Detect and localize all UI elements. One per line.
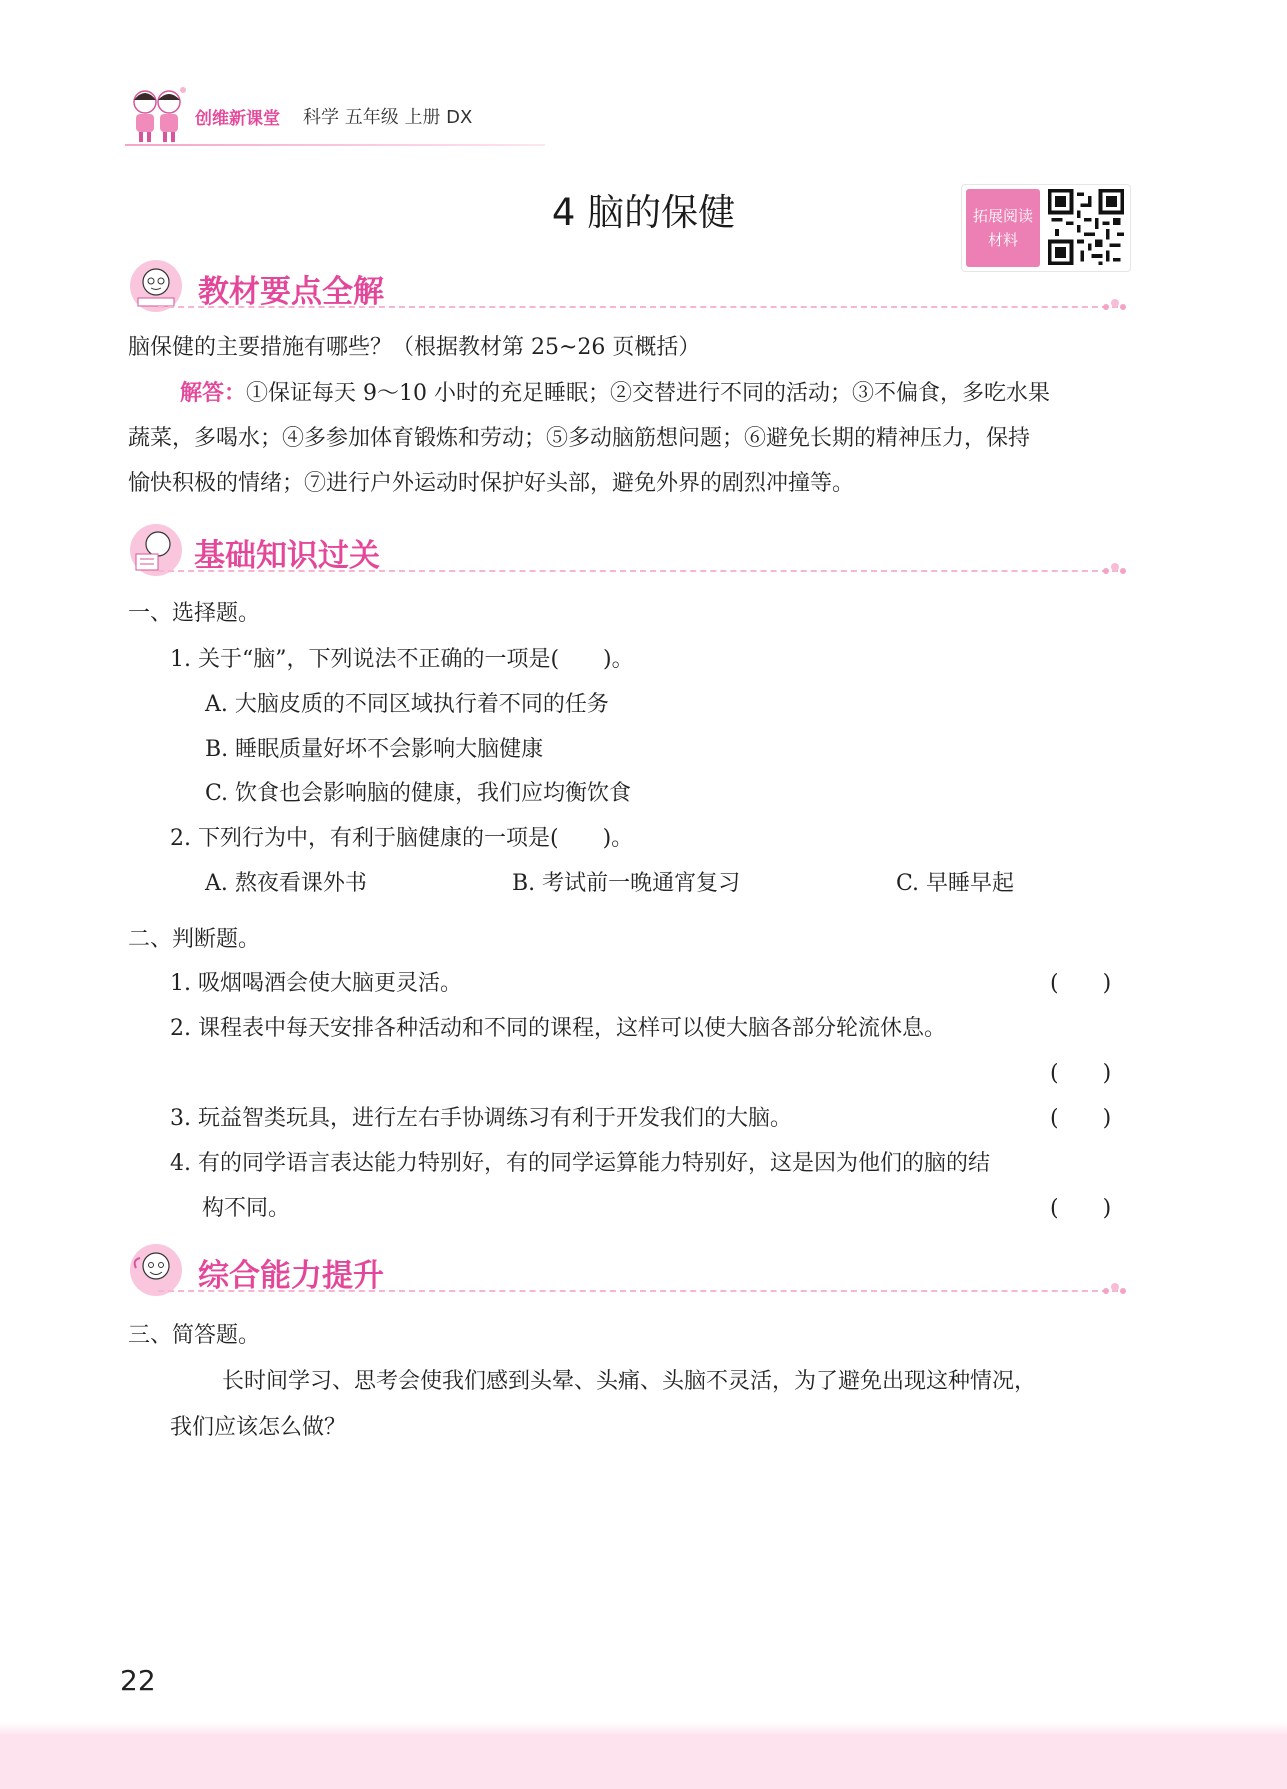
footer-band: [0, 1734, 1287, 1789]
choice-q2-option-a[interactable]: A. 熬夜看课外书: [205, 871, 367, 896]
answer-label: 解答：: [180, 381, 247, 406]
answer-bracket[interactable]: ( ): [1050, 971, 1112, 996]
short-answer-line-1: 长时间学习、思考会使我们感到头晕、头痛、头脑不灵活，为了避免出现这种情况，: [222, 1369, 1037, 1394]
answer-line-3: 愉快积极的情绪；⑦进行户外运动时保护好头部，避免外界的剧烈冲撞等。: [128, 471, 855, 496]
answer-bracket[interactable]: ( ): [1050, 1106, 1112, 1131]
answer-text-1: ①保证每天 9～10 小时的充足睡眠；②交替进行不同的活动；③不偏食，多吃水果: [246, 381, 1050, 406]
section-divider: [158, 306, 1118, 308]
section-title-key-points: 教材要点全解: [198, 274, 384, 310]
extended-reading-label: 拓展阅读材料: [972, 207, 1033, 249]
flower-dots-icon: [1102, 562, 1128, 576]
judge-heading: 二、判断题。: [128, 927, 261, 952]
answer-bracket[interactable]: ( ): [1050, 1196, 1112, 1221]
section-ability: [128, 1240, 1128, 1300]
section-key-points: [128, 256, 1128, 316]
mascot-logo-icon: [125, 84, 191, 148]
choice-heading: 一、选择题。: [128, 601, 261, 626]
page-number: 22: [120, 1664, 156, 1697]
flower-dots-icon: [1102, 298, 1128, 312]
choice-question-1: 1. 关于“脑”，下列说法不正确的一项是( )。: [170, 647, 634, 672]
choice-q1-option-c[interactable]: C. 饮食也会影响脑的健康，我们应均衡饮食: [205, 781, 632, 806]
page-header: [125, 84, 565, 148]
choice-q2-option-b[interactable]: B. 考试前一晚通宵复习: [512, 871, 741, 896]
flower-dots-icon: [1102, 1282, 1128, 1296]
header-divider: [125, 144, 545, 146]
judge-question-2: 2. 课程表中每天安排各种活动和不同的课程，这样可以使大脑各部分轮流休息。: [170, 1016, 946, 1041]
key-point-question: 脑保健的主要措施有哪些？（根据教材第 25~26 页概括）: [128, 335, 701, 360]
short-answer-line-2: 我们应该怎么做？: [170, 1415, 347, 1440]
answer-line-1: [180, 376, 1050, 407]
choice-q2-option-c[interactable]: C. 早睡早起: [896, 871, 1015, 896]
answer-line-2: 蔬菜，多喝水；④多参加体育锻炼和劳动；⑤多动脑筋想问题；⑥避免长期的精神压力，保持: [128, 426, 1031, 451]
series-name: 创维新课堂: [195, 109, 280, 129]
short-answer-heading: 三、简答题。: [128, 1323, 261, 1348]
choice-q1-option-b[interactable]: B. 睡眠质量好坏不会影响大脑健康: [205, 737, 544, 762]
section-basics: [128, 520, 1128, 580]
choice-question-2: 2. 下列行为中，有利于脑健康的一项是( )。: [170, 826, 634, 851]
section-title-basics: 基础知识过关: [194, 538, 380, 574]
book-info: 科学 五年级 上册 DX: [303, 107, 473, 128]
judge-question-4-line-1: 4. 有的同学语言表达能力特别好，有的同学运算能力特别好，这是因为他们的脑的结: [170, 1151, 990, 1176]
judge-question-1: 1. 吸烟喝酒会使大脑更灵活。: [170, 971, 462, 996]
section-divider: [158, 570, 1118, 572]
section-title-ability: 综合能力提升: [198, 1258, 384, 1294]
choice-q1-option-a[interactable]: A. 大脑皮质的不同区域执行着不同的任务: [205, 692, 609, 717]
answer-bracket[interactable]: ( ): [1050, 1061, 1112, 1086]
judge-question-4-line-2: 构不同。: [202, 1196, 291, 1221]
qr-code-icon[interactable]: [1048, 189, 1124, 265]
section-divider: [158, 1290, 1118, 1292]
judge-question-3: 3. 玩益智类玩具，进行左右手协调练习有利于开发我们的大脑。: [170, 1106, 792, 1131]
lesson-title: 4 脑的保健: [551, 191, 736, 234]
